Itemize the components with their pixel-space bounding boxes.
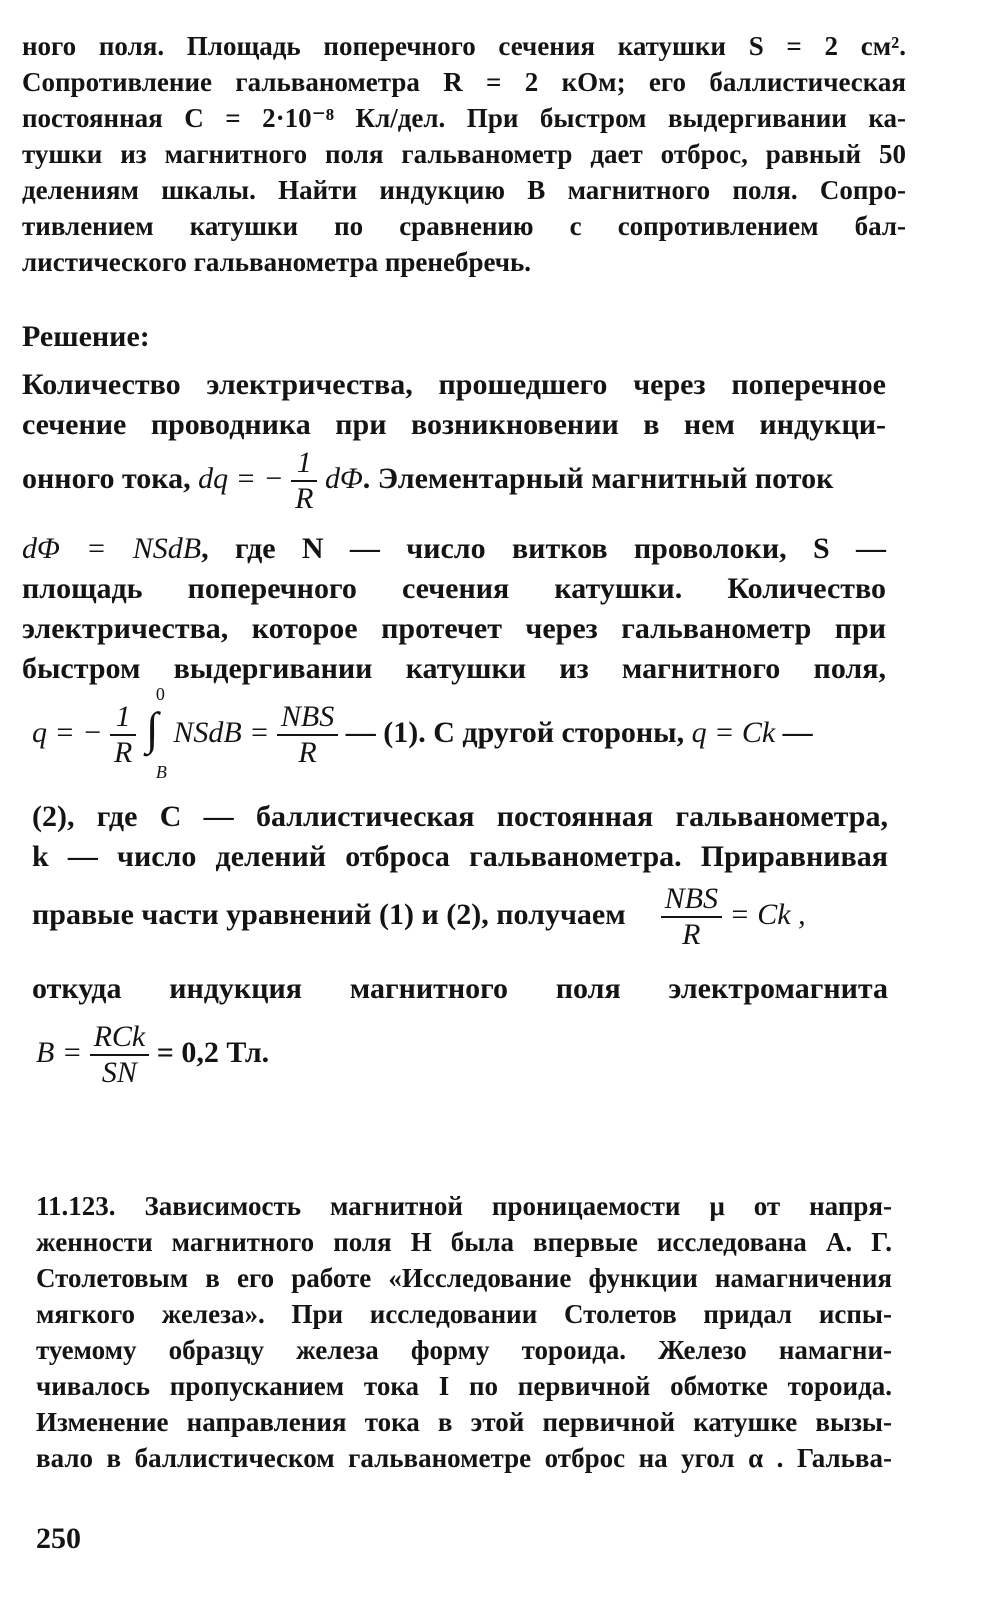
text-fragment: — (1). С другой стороны, — [345, 715, 692, 749]
formula-dq: dq = − — [198, 461, 284, 495]
text-line: k — число делений отброса гальванометра. Приравнивая — [32, 840, 888, 873]
integral-sign — [144, 684, 167, 782]
text-line: (2), где C — баллистическая постоянная гальванометра, — [32, 800, 888, 833]
fraction-1-over-r — [110, 702, 136, 768]
formula-ck: = Ck , — [729, 897, 806, 931]
problem-number: 11.123. — [36, 1191, 116, 1221]
integral-lower-limit: B — [155, 762, 167, 782]
text-line: листического гальванометра пренебречь. — [22, 247, 532, 277]
text-line: Изменение направления тока в этой первичной катушке вызы- — [36, 1407, 892, 1437]
fraction-denominator: R — [682, 918, 701, 951]
answer-value: = 0,2 Тл. — [156, 1035, 270, 1069]
text-line: электричества, которое протечет через гальванометр при — [22, 612, 886, 645]
text-line: постоянная C = 2·10⁻⁸ Кл/дел. При быстром выдергивании ка- — [22, 103, 906, 133]
text-line: женности магнитного поля H была впервые исследована А. Г. — [36, 1227, 892, 1257]
text-line: чивалось пропусканием тока I по первичной обмотке тороида. — [36, 1371, 892, 1401]
solution-heading: Решение: — [22, 320, 150, 353]
text-line: сечение проводника при возникновении в нем индукци- — [22, 408, 886, 441]
page-number: 250 — [36, 1522, 81, 1555]
solution-paragraph-4 — [32, 972, 888, 1012]
fraction-denominator: R — [298, 736, 317, 769]
fraction-numerator: NBS — [661, 884, 722, 918]
formula-dphi-nsdb: dΦ = NSdB — [22, 532, 202, 565]
fraction-numerator: 1 — [291, 448, 317, 482]
text-line: площадь поперечного сечения катушки. Количество — [22, 572, 886, 605]
fraction-denominator: R — [295, 482, 314, 515]
formula-b: B = — [36, 1035, 83, 1069]
formula-q: q = − — [32, 715, 103, 749]
dq-formula-line — [22, 448, 833, 514]
integral-symbol: ∫ — [145, 703, 159, 754]
text-line: тушки из магнитного поля гальванометр дает отброс, равный 50 — [22, 139, 906, 169]
text-fragment: , где N — число витков проволоки, S — — [201, 532, 886, 565]
text-fragment: — — [782, 715, 813, 749]
formula-dphi: dΦ — [324, 461, 363, 495]
text-line: Столетовым в его работе «Исследование функции намагничения — [36, 1263, 892, 1293]
equation-1 — [32, 684, 813, 782]
text-line — [22, 532, 886, 572]
fraction-numerator: 1 — [110, 702, 136, 736]
text-line: откуда индукция магнитного поля электромагнита — [32, 972, 888, 1005]
formula-integrand: NSdB = — [173, 715, 270, 749]
text-fragment: . Элементарный магнитный поток — [362, 461, 834, 495]
text-fragment: онного тока, — [22, 461, 191, 495]
equation-equate — [32, 884, 806, 950]
fraction-nbs-over-r — [277, 702, 338, 768]
text-line: вало в баллистическом гальванометре отброс на угол α . Гальва- — [36, 1443, 892, 1473]
final-answer — [36, 1022, 269, 1088]
text-line: Сопротивление гальванометра R = 2 кОм; его баллистическая — [22, 67, 906, 97]
text-fragment: правые части уравнений (1) и (2), получаем — [32, 897, 626, 931]
problem-11-123 — [36, 1188, 892, 1476]
integral-upper-limit: 0 — [155, 684, 165, 704]
solution-paragraph-1 — [22, 368, 886, 448]
text-fragment: Зависимость магнитной проницаемости μ от напря- — [115, 1191, 892, 1221]
text-line: делениям шкалы. Найти индукцию B магнитного поля. Сопро- — [22, 175, 906, 205]
fraction-1-over-r — [291, 448, 317, 514]
fraction-rck-over-sn — [90, 1022, 150, 1088]
fraction-numerator: NBS — [277, 702, 338, 736]
text-line: ного поля. Площадь поперечного сечения катушки S = 2 см². — [22, 31, 906, 61]
fraction-nbs-over-r — [661, 884, 722, 950]
text-line: тивлением катушки по сравнению с сопротивлением бал- — [22, 211, 906, 241]
fraction-numerator: RCk — [90, 1022, 150, 1056]
text-line: Количество электричества, прошедшего через поперечное — [22, 368, 886, 401]
problem-statement-continued — [22, 28, 906, 280]
text-line: быстром выдергивании катушки из магнитного поля, — [22, 652, 886, 685]
formula-q-ck: q = Ck — [691, 715, 776, 749]
fraction-denominator: R — [114, 736, 133, 769]
solution-paragraph-3 — [32, 800, 888, 880]
text-line: мягкого железа». При исследовании Столетов придал испы- — [36, 1299, 892, 1329]
fraction-denominator: SN — [101, 1056, 137, 1089]
text-line: туемому образцу железа форму тороида. Железо намагни- — [36, 1335, 892, 1365]
text-line — [36, 1188, 892, 1224]
solution-paragraph-2 — [22, 532, 886, 692]
